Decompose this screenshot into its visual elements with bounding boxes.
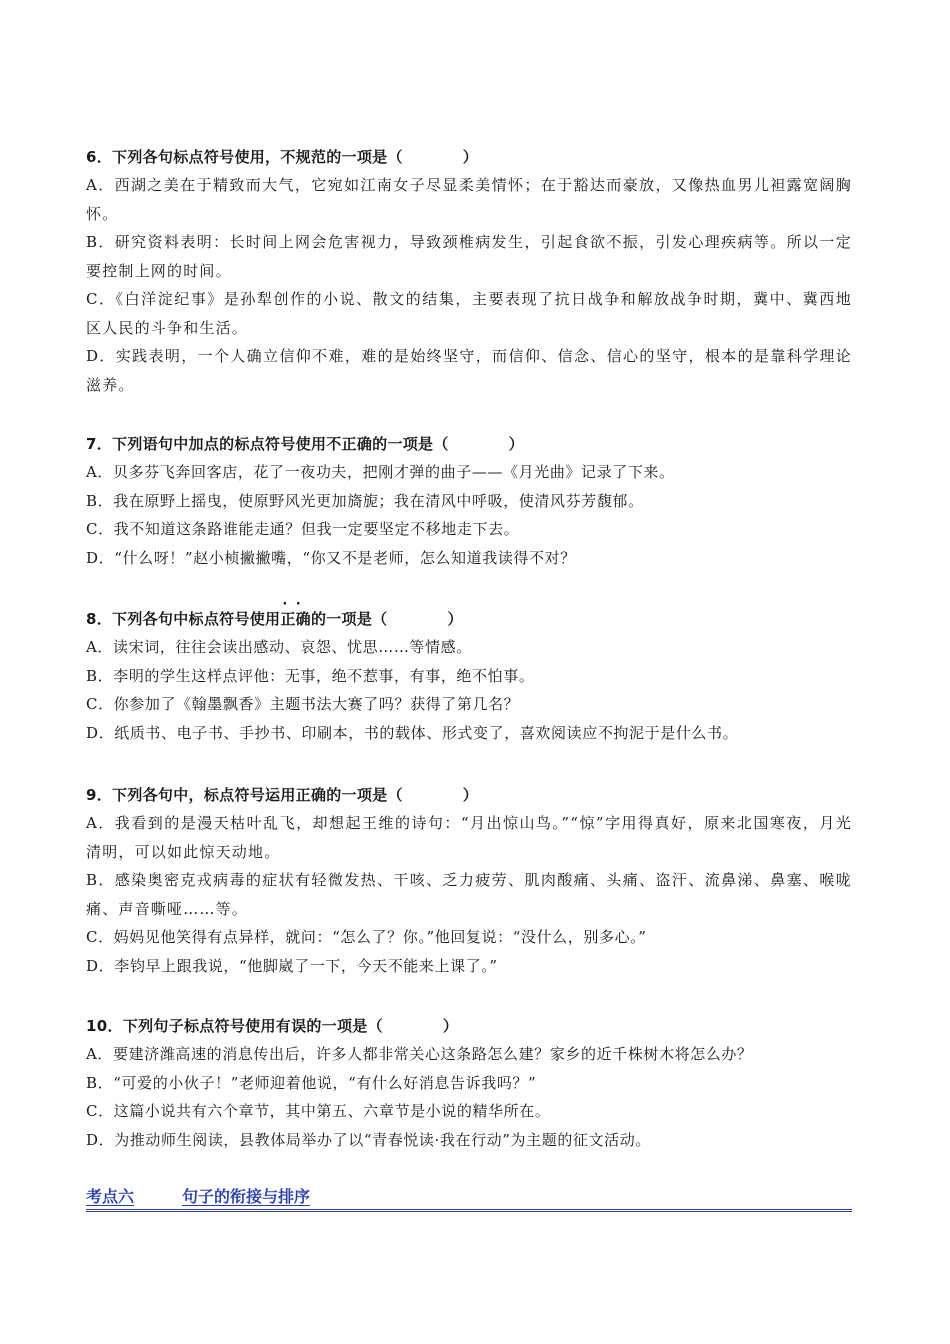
- question-10: [86, 1012, 852, 1154]
- question-10-option-d: D．为推动师生阅读，县教体局举办了以“青春悦读·我在行动”为主题的征文活动。: [86, 1130, 651, 1149]
- question-8-option-a: A．读宋词，往往会读出感动、哀怨、忧思……等情感。: [86, 638, 472, 656]
- emphasis-dotted-text: · · 正确: [280, 605, 311, 633]
- question-6-option-c: C．《白洋淀纪事》是孙犁创作的小说、散文的结集，主要表现了抗日战争和解放战争时期，冀中、冀西地区人民的斗争和生活。: [86, 290, 852, 337]
- question-7-option-b: B．我在原野上摇曳，使原野风光更加旖旎；我在清风中呼吸，使清风芬芳馥郁。: [86, 491, 644, 510]
- section-heading-text: [86, 1187, 310, 1206]
- question-10-title: [86, 1012, 852, 1040]
- question-6-option-b: B．研究资料表明：长时间上网会危害视力，导致颈椎病发生，引起食欲不振，引发心理疾病等。所以一定要控制上网的时间。: [86, 233, 852, 280]
- question-6-option-d: D．实践表明，一个人确立信仰不难，难的是始终坚守，而信仰、信念、信心的坚守，根本的是靠科学理论滋养。: [86, 347, 852, 394]
- question-9-title: [86, 781, 852, 809]
- question-6-title: [86, 143, 852, 171]
- question-9-option-c: C．妈妈见他笑得有点异样，就问：“怎么了？你。”他回复说：“没什么，别多心。”: [86, 928, 647, 946]
- section-label: 考点六: [86, 1187, 135, 1206]
- question-9-title-text: 9．下列各句中，标点符号运用正确的一项是（: [86, 786, 403, 804]
- question-8-title-tail: 的一项是（: [310, 610, 388, 628]
- question-8-option-d: D．纸质书、电子书、手抄书、印刷本，书的载体、形式变了，喜欢阅读应不拘泥于是什么书。: [86, 723, 739, 742]
- question-7-title: [86, 430, 852, 458]
- question-8-title: [86, 605, 852, 633]
- question-9-option-b: B．感染奥密克戎病毒的症状有轻微发热、干咳、乏力疲劳、肌肉酸痛、头痛、盗汗、流鼻涕、鼻塞、喉咙痛、声音嘶哑……等。: [86, 871, 852, 918]
- question-8-option-c: C．你参加了《翰墨飘香》主题书法大赛了吗？获得了第几名？: [86, 695, 520, 713]
- question-10-option-b: B．“可爱的小伙子！”老师迎着他说，“有什么好消息告诉我吗？”: [86, 1073, 537, 1092]
- question-7-option-a: A．贝多芬飞奔回客店，花了一夜功夫，把刚才弹的曲子——《月光曲》记录了下来。: [86, 463, 675, 481]
- question-6-option-a: A．西湖之美在于精致而大气，它宛如江南女子尽显柔美情怀；在于豁达而豪放，又像热血男儿袒露宽阔胸怀。: [86, 176, 852, 223]
- section-heading: [86, 1183, 852, 1211]
- question-9-option-a: A．我看到的是漫天枯叶乱飞，却想起王维的诗句：“月出惊山鸟。”“惊”字用得真好，原来北国寒夜，月光清明，可以如此惊天动地。: [86, 814, 852, 861]
- question-6-close: ）: [462, 148, 479, 166]
- question-8: [86, 605, 852, 747]
- question-7-title-text: 7．下列语句中加点的标点符号使用不正确的一项是（: [86, 435, 449, 453]
- question-6: [86, 143, 852, 399]
- question-6-title-text: 6．下列各句标点符号使用，不规范的一项是（: [86, 148, 403, 166]
- question-9-close: ）: [462, 786, 479, 804]
- question-7-option-d: D．“什么呀！”赵小桢撇撇嘴，“你又不是老师，怎么知道我读得不对？: [86, 548, 576, 567]
- section-divider: [86, 1209, 852, 1212]
- question-8-close: ）: [447, 610, 463, 628]
- question-8-title-text: 8．下列各句中标点符号使用: [86, 610, 281, 628]
- question-7: [86, 430, 852, 572]
- question-9: [86, 781, 852, 980]
- question-10-title-text: 10．下列句子标点符号使用有误的一项是（: [86, 1017, 383, 1035]
- question-10-close: ）: [442, 1017, 459, 1035]
- section-title: 句子的衔接与排序: [182, 1187, 311, 1206]
- question-8-option-b: B．李明的学生这样点评他：无事，绝不惹事，有事，绝不怕事。: [86, 666, 535, 685]
- question-7-close: ）: [508, 435, 524, 453]
- question-10-option-c: C．这篇小说共有六个章节，其中第五、六章节是小说的精华所在。: [86, 1102, 551, 1120]
- question-10-option-a: A．要建济潍高速的消息传出后，许多人都非常关心这条路怎么建？家乡的近千株树木将怎么办？: [86, 1045, 753, 1063]
- question-9-option-d: D．李钧早上跟我说，“他脚崴了一下，今天不能来上课了。”: [86, 956, 498, 975]
- question-7-option-c: C．我不知道这条路谁能走通？但我一定要坚定不移地走下去。: [86, 520, 520, 538]
